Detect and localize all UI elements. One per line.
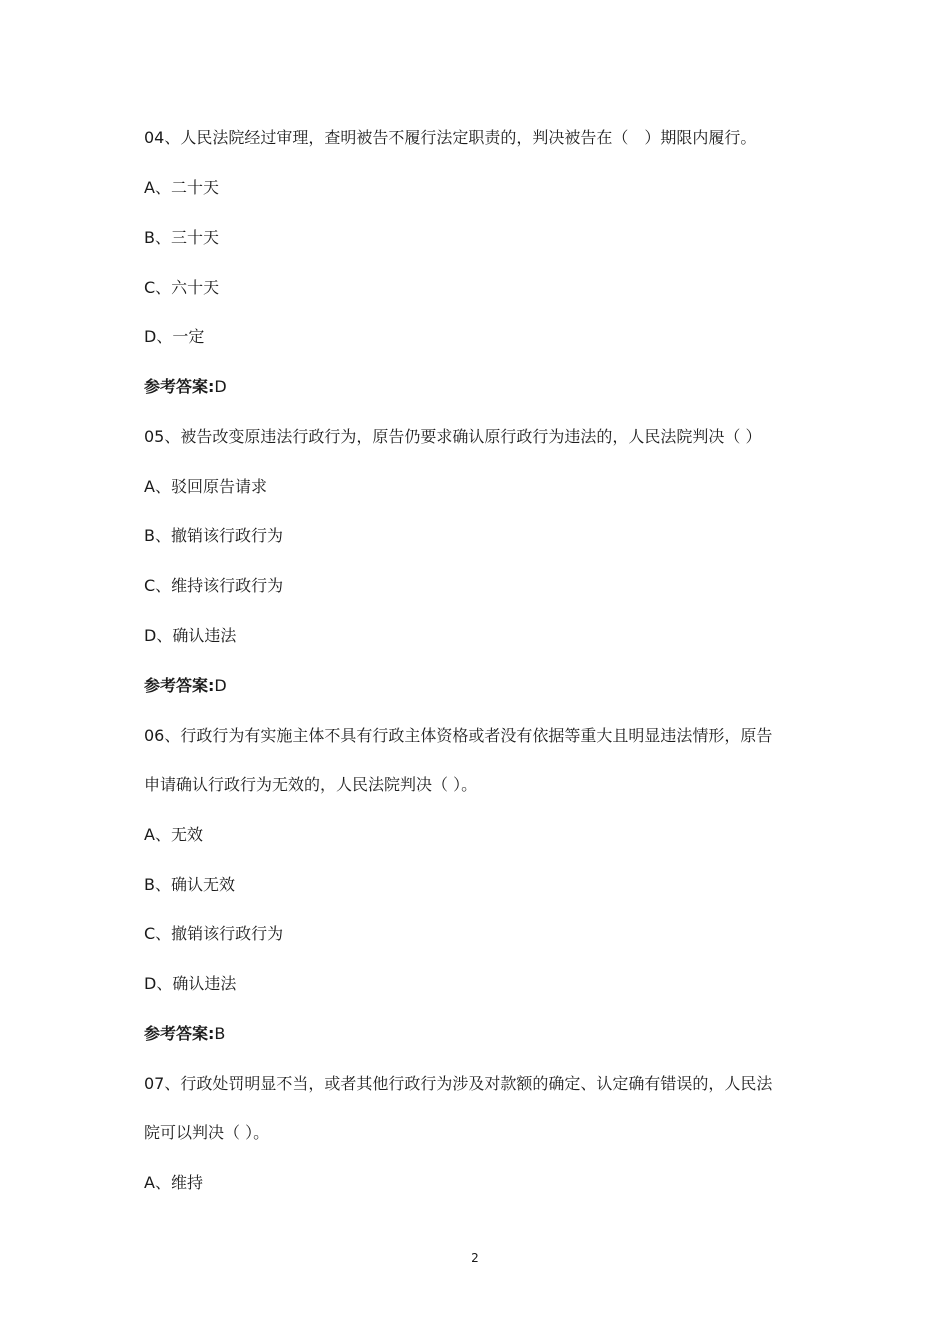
question-05-option-d: D、确认违法 xyxy=(144,626,237,645)
question-05-option-b: B、撤销该行政行为 xyxy=(144,526,283,545)
question-07-option-a: A、维持 xyxy=(144,1173,203,1192)
question-07-stem-line-1: 07、行政处罚明显不当，或者其他行政行为涉及对款额的确定、认定确有错误的，人民法 xyxy=(144,1074,773,1093)
question-06-option-c: C、撤销该行政行为 xyxy=(144,924,284,943)
question-04-stem: 04、人民法院经过审理，查明被告不履行法定职责的，判决被告在（ ）期限内履行。 xyxy=(144,128,757,147)
answer-value: D xyxy=(214,676,227,695)
question-05-answer xyxy=(144,675,227,697)
question-04-option-c: C、六十天 xyxy=(144,278,220,297)
page-number: 2 xyxy=(471,1251,479,1265)
question-06-stem-line-2: 申请确认行政行为无效的，人民法院判决（ ）。 xyxy=(144,775,478,794)
answer-label: 参考答案: xyxy=(144,377,215,396)
answer-label: 参考答案: xyxy=(144,1024,215,1043)
question-06-option-a: A、无效 xyxy=(144,825,203,844)
question-06-option-d: D、确认违法 xyxy=(144,974,237,993)
answer-value: D xyxy=(214,377,227,396)
answer-value: B xyxy=(214,1024,226,1043)
question-04-answer xyxy=(144,376,227,398)
question-04-option-d: D、一定 xyxy=(144,327,205,346)
question-04-option-b: B、三十天 xyxy=(144,228,219,247)
question-04-option-a: A、二十天 xyxy=(144,178,219,197)
answer-label: 参考答案: xyxy=(144,676,215,695)
question-05-option-a: A、驳回原告请求 xyxy=(144,477,267,496)
question-05-stem: 05、被告改变原违法行政行为，原告仍要求确认原行政行为违法的，人民法院判决（ ） xyxy=(144,427,762,446)
question-06-stem-line-1: 06、行政行为有实施主体不具有行政主体资格或者没有依据等重大且明显违法情形，原告 xyxy=(144,726,773,745)
question-07-stem-line-2: 院可以判决（ ）。 xyxy=(144,1123,270,1142)
question-06-option-b: B、确认无效 xyxy=(144,875,235,894)
question-05-option-c: C、维持该行政行为 xyxy=(144,576,284,595)
question-06-answer xyxy=(144,1023,225,1045)
